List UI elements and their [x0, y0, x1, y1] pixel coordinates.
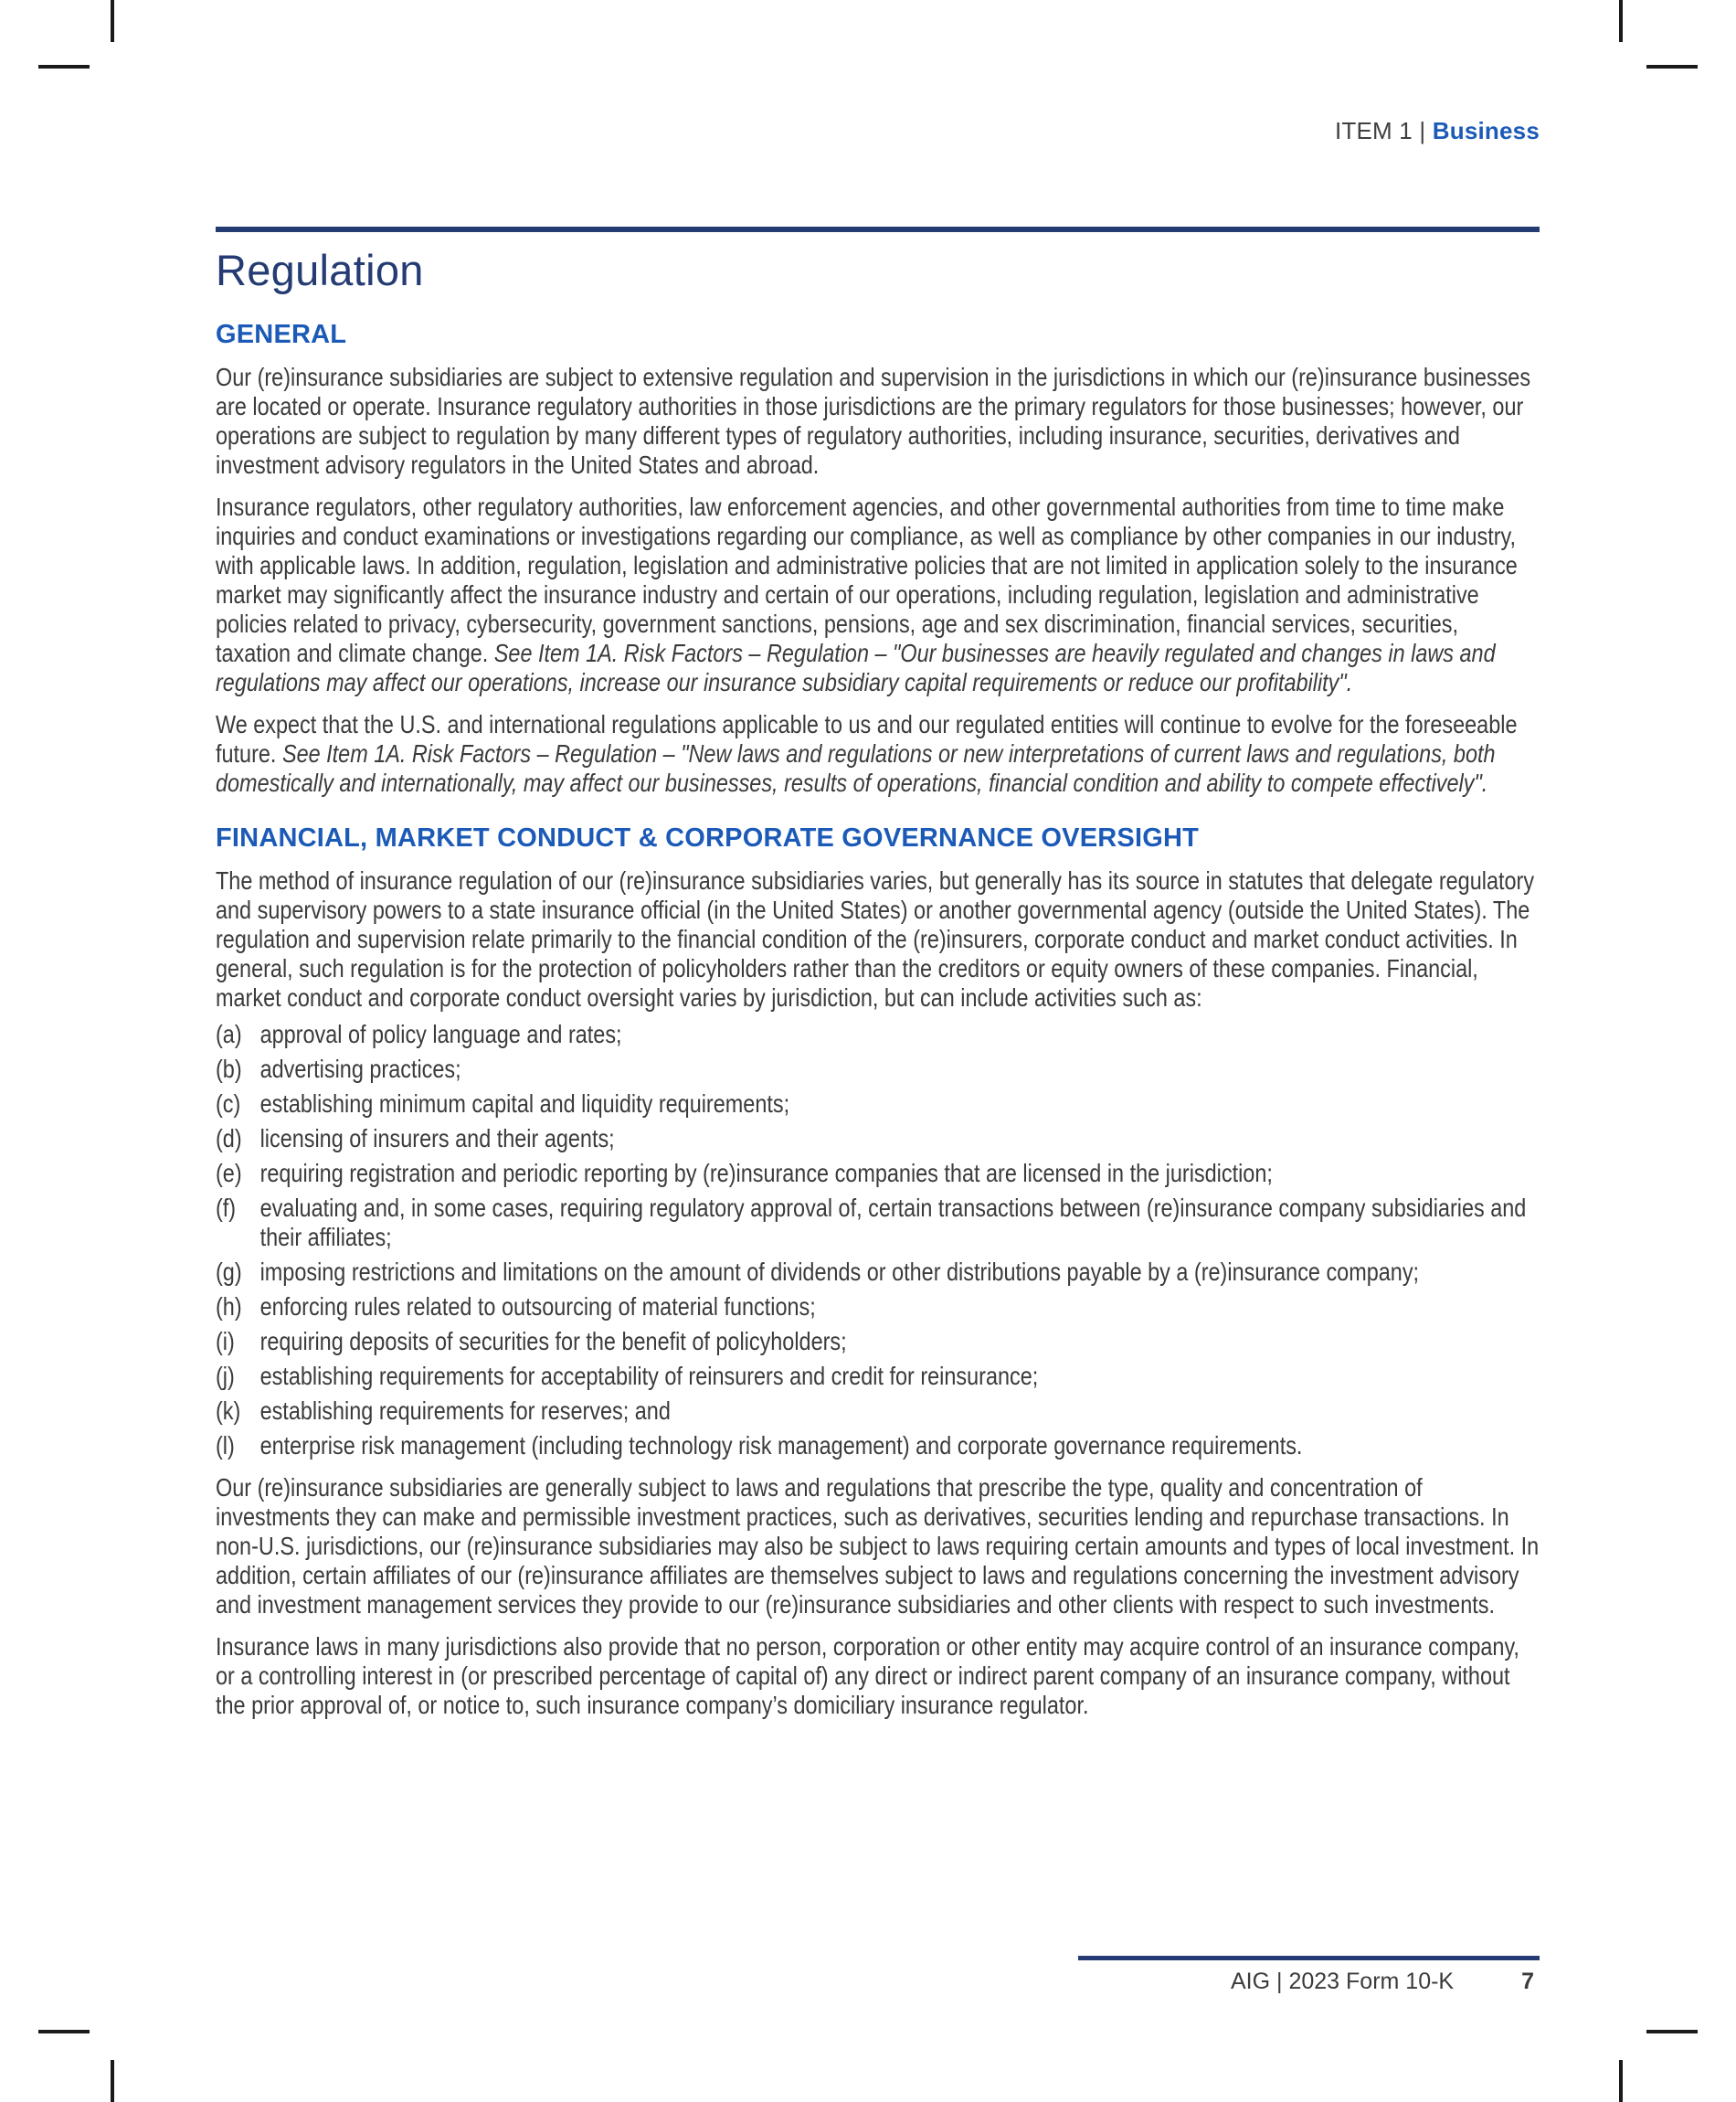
list-item [216, 1194, 1539, 1252]
list-item-marker: (f) [216, 1194, 237, 1223]
crop-mark-bottom-left-vertical [111, 2060, 114, 2102]
list-item [216, 1292, 1539, 1322]
list-item-marker: (l) [216, 1431, 235, 1460]
footer-page-number: 7 [1521, 1969, 1534, 1994]
list-item [216, 1055, 1539, 1084]
lettered-list [216, 1020, 1539, 1460]
page-footer [1078, 1956, 1540, 1995]
paragraph [216, 363, 1539, 480]
list-item-text: advertising practices; [259, 1055, 461, 1084]
list-item-text: requiring deposits of securities for the benefit of policyholders; [259, 1327, 847, 1356]
list-item-marker: (j) [216, 1362, 235, 1391]
list-item-marker: (e) [216, 1159, 242, 1188]
crop-mark-bottom-left-horizontal [38, 2030, 90, 2033]
text-segment: Our (re)insurance subsidiaries are generally subject to laws and regulations that prescribe the type, quality and concentration of investments they can make and permissible investment practices, such as derivatives, securities lending and repurchase transactions. In non-U.S. jurisdictions, our (re)insurance subsidiaries may also be subject to laws requiring certain amounts and types of local investment. In addition, certain affiliates of our (re)insurance affiliates are themselves subject to laws and regulations concerning the investment advisory and investment management services they provide to our (re)insurance subsidiaries and other clients with respect to such investments. [216, 1473, 1540, 1619]
list-item-marker: (a) [216, 1020, 242, 1049]
list-item [216, 1362, 1539, 1391]
crop-mark-top-right-vertical [1619, 0, 1623, 42]
paragraph [216, 493, 1539, 697]
text-segment: We expect that the U.S. and international regulations applicable to us and our regulated entities will continue to evolve for the foreseeable future. [216, 710, 1518, 769]
list-item [216, 1124, 1539, 1153]
title-rule [216, 227, 1540, 232]
list-item [216, 1258, 1539, 1287]
list-item-text: imposing restrictions and limitations on the amount of dividends or other distributions payable by a (re)insurance company; [259, 1258, 1420, 1287]
list-item-text: evaluating and, in some cases, requiring regulatory approval of, certain transactions between (re)insurance company subsidiaries and their affiliates; [259, 1194, 1527, 1252]
document-content [216, 227, 1540, 1720]
paragraph [216, 866, 1539, 1013]
running-header [1335, 117, 1540, 145]
document-sections [216, 320, 1540, 1721]
running-header-item: ITEM 1 | [1334, 117, 1426, 144]
list-item-text: establishing requirements for reserves; and [259, 1396, 671, 1426]
crop-mark-bottom-right-horizontal [1646, 2030, 1698, 2033]
text-segment: See Item 1A. Risk Factors – Regulation – "New laws and regulations or new interpretations of current laws and regulations, both domestically and internationally, may affect our businesses, results of operations, financial condition and ability to compete effectively". [216, 739, 1496, 798]
list-item [216, 1020, 1539, 1049]
list-item-marker: (b) [216, 1055, 242, 1084]
list-item-text: enforcing rules related to outsourcing of material functions; [259, 1292, 816, 1322]
list-item-text: requiring registration and periodic reporting by (re)insurance companies that are licensed in the jurisdiction; [259, 1159, 1273, 1188]
list-item [216, 1089, 1539, 1119]
list-item-marker: (g) [216, 1258, 242, 1287]
page-title: Regulation [216, 246, 424, 294]
section-heading: GENERAL [216, 319, 347, 349]
crop-mark-top-left-vertical [111, 0, 114, 42]
footer-doc-label: AIG | 2023 Form 10-K [1231, 1969, 1455, 1994]
list-item-text: establishing minimum capital and liquidity requirements; [259, 1089, 790, 1119]
text-segment: Insurance laws in many jurisdictions also provide that no person, corporation or other entity may acquire control of an insurance company, or a controlling interest in (or prescribed percentage of capital of) any direct or indirect parent company of an insurance company, without the prior approval of, or notice to, such insurance company’s domiciliary insurance regulator. [216, 1632, 1519, 1720]
list-item [216, 1396, 1539, 1426]
list-item-marker: (d) [216, 1124, 242, 1153]
paragraph [216, 1632, 1539, 1720]
text-segment: Our (re)insurance subsidiaries are subject to extensive regulation and supervision in the jurisdictions in which our (re)insurance businesses are located or operate. Insurance regulatory authorities in those jurisdictions are the primary regulators for those businesses; however, our operations are subject to regulation by many different types of regulatory authorities, including insurance, securities, derivatives and investment advisory regulators in the United States and abroad. [216, 363, 1531, 480]
paragraph [216, 1473, 1539, 1619]
list-item-marker: (k) [216, 1396, 241, 1426]
paragraph [216, 710, 1539, 798]
list-item-text: licensing of insurers and their agents; [259, 1124, 615, 1153]
crop-mark-top-right-horizontal [1646, 65, 1698, 69]
list-item [216, 1159, 1539, 1188]
list-item-text: establishing requirements for acceptability of reinsurers and credit for reinsurance; [259, 1362, 1039, 1391]
list-item-marker: (i) [216, 1327, 235, 1356]
list-item [216, 1431, 1539, 1460]
text-segment: See Item 1A. Risk Factors – Regulation – "Our businesses are heavily regulated and changes in laws and regulations may affect our operations, increase our insurance subsidiary capital requirements or reduce our profitability". [216, 639, 1496, 697]
running-header-section: Business [1432, 117, 1540, 144]
text-segment: The method of insurance regulation of our (re)insurance subsidiaries varies, but generally has its source in statutes that delegate regulatory and supervisory powers to a state insurance official (in the United States) or another governmental agency (outside the United States). The regulation and supervision relate primarily to the financial condition of the (re)insurers, corporate conduct and market conduct activities. In general, such regulation is for the protection of policyholders rather than the creditors or equity owners of these companies. Financial, market conduct and corporate conduct oversight varies by jurisdiction, but can include activities such as: [216, 866, 1535, 1013]
list-item-text: approval of policy language and rates; [259, 1020, 622, 1049]
list-item-marker: (c) [216, 1089, 241, 1119]
section-heading: FINANCIAL, MARKET CONDUCT & CORPORATE GOVERNANCE OVERSIGHT [216, 823, 1200, 854]
text-segment: Insurance regulators, other regulatory authorities, law enforcement agencies, and other governmental authorities from time to time make inquiries and conduct examinations or investigations regarding our compliance, as well as compliance by other companies in our industry, with applicable laws. In addition, regulation, legislation and administrative policies that are not limited in application solely to the insurance market may significantly affect the insurance industry and certain of our operations, including regulation, legislation and administrative policies related to privacy, cybersecurity, government sanctions, pensions, age and sex discrimination, financial services, securities, taxation and climate change. [216, 493, 1518, 668]
crop-mark-bottom-right-vertical [1619, 2060, 1623, 2102]
list-item-marker: (h) [216, 1292, 242, 1322]
list-item-text: enterprise risk management (including technology risk management) and corporate governance requirements. [259, 1431, 1303, 1460]
crop-mark-top-left-horizontal [38, 65, 90, 69]
list-item [216, 1327, 1539, 1356]
